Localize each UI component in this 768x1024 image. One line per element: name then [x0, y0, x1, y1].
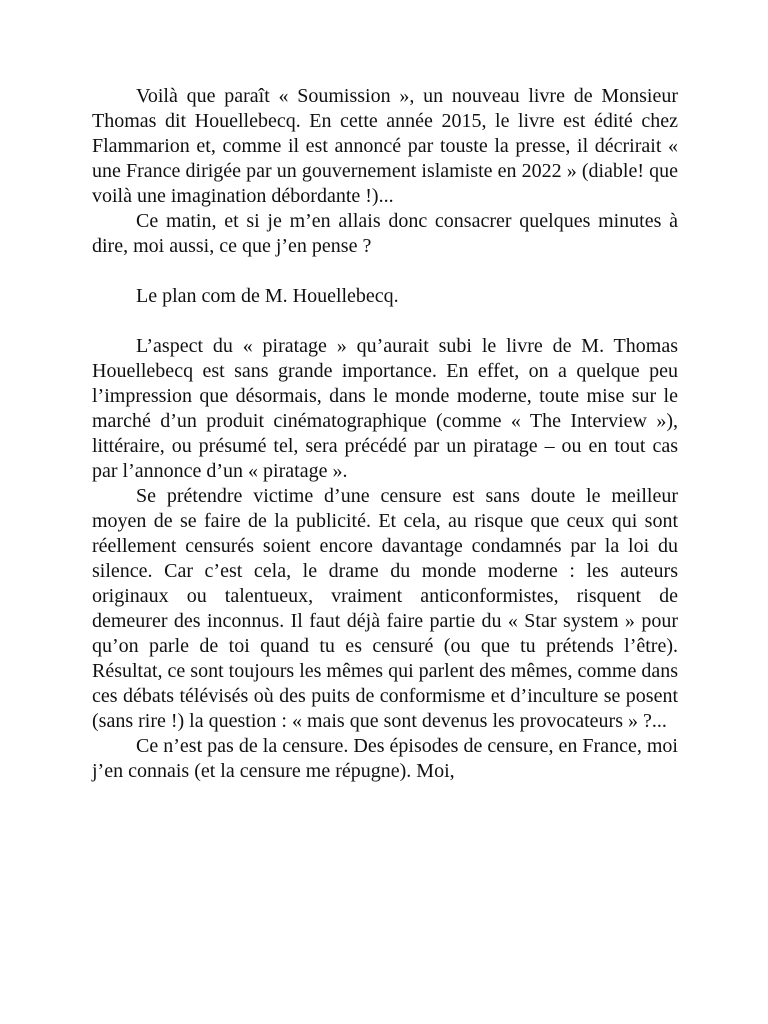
paragraph-censure: Se prétendre victime d’une censure est sans doute le meilleur moyen de se faire de la publicité. Et cela, au risque que ceux qui sont réellement censurés soient encore davantage condamnés par la loi du silence. Car c’est cela, le drame du monde moderne : les auteurs originaux ou talentueux, vraiment anticonformistes, risquent de demeurer des inconnus. Il faut déjà faire partie du « Star system » pour qu’on parle de toi quand tu es censuré (ou que tu prétends l’être). Résultat, ce sont toujours les mêmes qui parlent des mêmes, comme dans ces débats télévisés où des puits de conformisme et d’inculture se posent (sans rire !) la question : « mais que sont devenus les provocateurs » ?... — [92, 485, 678, 732]
paragraph-question: Ce matin, et si je m’en allais donc consacrer quelques minutes à dire, moi aussi, ce que j’en pense ? — [92, 210, 678, 257]
paragraph-piratage: L’aspect du « piratage » qu’aurait subi le livre de M. Thomas Houellebecq est sans grande importance. En effet, on a quelque peu l’impression que désormais, dans le monde moderne, toute mise sur le marché d’un produit cinématographique (comme « The Interview »), littéraire, ou présumé tel, sera précédé par un piratage – ou en tout cas par l’annonce d’un « piratage ». — [92, 335, 678, 482]
section-heading: Le plan com de M. Houellebecq. — [136, 285, 399, 307]
paragraph-intro: Voilà que paraît « Soumission », un nouveau livre de Monsieur Thomas dit Houellebecq. En cette année 2015, le livre est édité chez Flammarion et, comme il est annoncé par touste la presse, il décrirait « une France dirigée par un gouvernement islamiste en 2022 » (diable! que voilà une imagination débordante !)... — [92, 85, 678, 207]
document-page — [92, 84, 678, 784]
paragraph-conclusion: Ce n’est pas de la censure. Des épisodes de censure, en France, moi j’en connais (et la censure me répugne). Moi, — [92, 735, 678, 782]
